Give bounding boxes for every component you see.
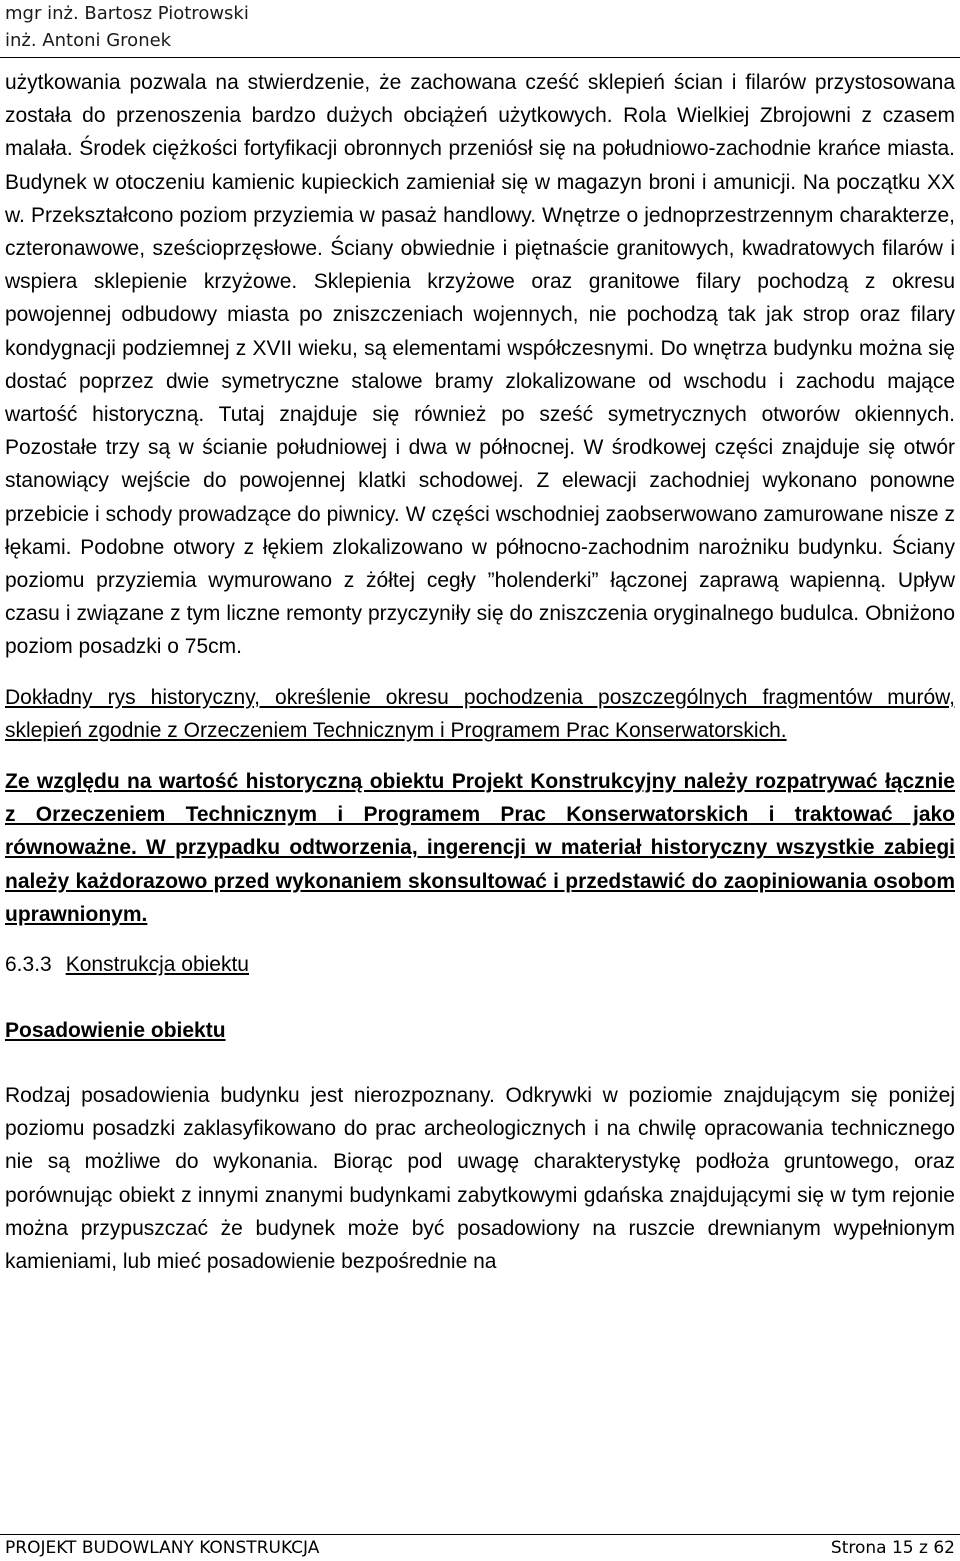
- paragraph-history: użytkowania pozwala na stwierdzenie, że zachowana cześć sklepień ścian i filarów przystosowana została do przenoszenia bardzo dużych obciążeń użytkowych. Rola Wielkiej Zbrojowni z czasem malała. Środek ciężkości fortyfikacji obronnych przeniósł się na południowo-zachodnie krańce miasta. Budynek w otoczeniu kamienic kupieckich zamieniał się w magazyn broni i amunicji. Na początku XX w. Przekształcono poziom przyziemia w pasaż handlowy. Wnętrze o jednoprzestrzennym charakterze, czteronawowe, sześcioprzęsłowe. Ściany obwiednie i piętnaście granitowych, kwadratowych filarów i wspiera sklepienie krzyżowe. Sklepienia krzyżowe oraz granitowe filary pochodzą z okresu powojennej odbudowy miasta po zniszczeniach wojennych, nie pochodzą tak jak strop oraz filary kondygnacji podziemnej z XVII wieku, są elementami współczesnymi. Do wnętrza budynku można się dostać poprzez dwie symetryczne stalowe bramy zlokalizowane od wschodu i zachodu mające wartość historyczną. Tutaj znajduje się również po sześć symetrycznych otworów okiennych. Pozostałe trzy są w ścianie południowej i dwa w północnej. W środkowej części znajduje się otwór stanowiący wejście do powojennej klatki schodowej. Z elewacji zachodniej wykonano ponowne przebicie i schody prowadzące do piwnicy. W części wschodniej zaobserwowano zamurowane nisze z łękami. Podobne otwory z łękiem zlokalizowano w północno-zachodnim narożniku budynku. Ściany poziomu przyziemia wymurowano z żółtej cegły ”holenderki” łączonej zaprawą wapienną. Upływ czasu i związane z tym liczne remonty przyczyniły się do zniszczenia oryginalnego budulca. Obniżono poziom posadzki o 75cm.: [5, 71, 955, 659]
- paragraph-conservation-warning: Ze względu na wartość historyczną obiektu Projekt Konstrukcyjny należy rozpatrywać łącznie z Orzeczeniem Technicznym i Programem Prac Konserwatorskich i traktować jako równoważne. W przypadku odtworzenia, ingerencji w materiał historyczny wszystkie zabiegi należy każdorazowo przed wykonaniem skonsultować i przedstawić do zaopiniowania osobom uprawnionym.: [5, 770, 955, 926]
- footer-divider: [0, 1534, 960, 1535]
- header-author-1: mgr inż. Bartosz Piotrowski: [5, 3, 249, 24]
- paragraph-reference-note: Dokładny rys historyczny, określenie okresu pochodzenia poszczególnych fragmentów murów, sklepień zgodnie z Orzeczeniem Technicznym i Programem Prac Konserwatorskich.: [5, 685, 955, 742]
- section-number: 6.3.3: [5, 953, 52, 977]
- document-body: [5, 66, 955, 1278]
- paragraph-foundation: Rodzaj posadowienia budynku jest nierozpoznany. Odkrywki w poziomie znajdującym się poniżej poziomu posadzki zaklasyfikowano do prac archeologicznych i na chwilę opracowania technicznego nie są możliwe do wykonania. Biorąc pod uwagę charakterystykę podłoża gruntowego, oraz porównując obiekt z innymi znanymi budynkami zabytkowymi gdańska znajdującymi się w tym rejonie można przypuszczać że budynek może być posadowiony na ruszcie drewnianym wypełnionym kamieniami, lub mieć posadowienie bezpośrednie na: [5, 1084, 955, 1274]
- page-footer: [5, 1537, 955, 1559]
- section-title: Konstrukcja obiektu: [65, 953, 249, 977]
- footer-page-number: Strona 15 z 62: [830, 1538, 955, 1558]
- subheading-foundation: Posadowienie obiektu: [5, 1019, 226, 1043]
- header-divider: [0, 57, 960, 58]
- header-author-2: inż. Antoni Gronek: [5, 30, 172, 51]
- page-header: [5, 0, 249, 54]
- footer-project-title: PROJEKT BUDOWLANY KONSTRUKCJA: [5, 1538, 320, 1558]
- section-heading: [5, 948, 955, 981]
